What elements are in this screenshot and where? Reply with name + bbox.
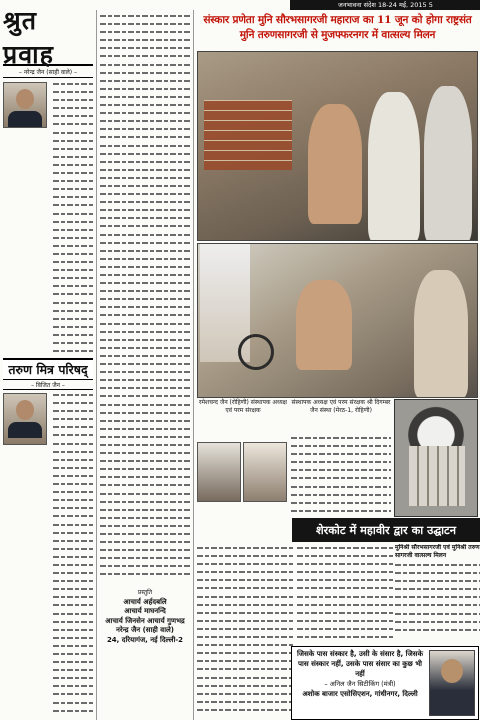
side-news — [395, 544, 480, 648]
person-shape — [368, 92, 420, 241]
news-photo-2 — [197, 243, 478, 398]
credit-line: आचार्य माघनन्दि — [124, 607, 166, 615]
credit-line: 24, दरियागंज, नई दिल्ली-2 — [106, 635, 184, 644]
suit-shape — [8, 111, 42, 127]
ad-portrait-photo — [429, 650, 475, 716]
article-text — [197, 544, 293, 720]
page-header-strip — [0, 0, 480, 10]
face-shape — [16, 400, 34, 420]
byline: – नरेन्द्र जैन (साही वाले) – — [3, 68, 93, 78]
header-blank — [0, 0, 290, 10]
article-text-block — [100, 12, 190, 582]
portrait-photo — [197, 442, 241, 502]
person-shape — [296, 280, 352, 370]
advertisement-box — [291, 646, 479, 720]
article-text-block — [50, 391, 96, 720]
section-head — [3, 358, 93, 380]
author-photo — [3, 393, 47, 445]
credit-line: प्रस्तुति — [137, 589, 153, 596]
photo-caption: संस्थापक अध्यक्ष एवं परम संरक्षक श्री दिगम्बर जैन संस्था (मेरठ-1, रोहिणी) — [291, 399, 391, 414]
face-shape — [16, 89, 34, 109]
article-text-block — [291, 434, 391, 518]
middle-column — [97, 10, 194, 720]
wheel-shape — [238, 334, 274, 370]
masthead-title: श्रुत प्रवाह — [3, 10, 54, 69]
side-news-title: मुनिश्री सौरभसागरजी एवं मुनिश्री तरुण सागरजी वात्सल्य मिलन — [395, 544, 480, 559]
headline: संस्कार प्रणेता मुनि सौरभसागरजी महाराज का 11 जून को होगा राष्ट्रसंत मुनि तरुणसागरजी से मुजफ्फरनगर में वात्सल्य मिलन — [203, 14, 472, 41]
article-text — [291, 434, 391, 515]
left-column — [0, 10, 97, 720]
ad-quote: जिसके पास संस्कार है, उसी के संसार है, जिसके पास संस्कार नहीं, उसके पास संसार का कुछ भी नहीं — [296, 649, 424, 678]
brick-stack-shape — [204, 100, 292, 170]
person-shape — [414, 270, 468, 398]
gate-shape — [409, 446, 465, 506]
article-text — [395, 561, 480, 634]
byline: – विजित जैन – — [3, 381, 93, 390]
photo-caption: रमेशचन्द जैन (रोहिणी) संस्थापक अध्यक्ष एवं परम संरक्षक — [198, 399, 287, 414]
suit-shape — [8, 422, 42, 438]
person-shape — [424, 86, 472, 241]
section-title: तरुण मित्र परिषद् — [8, 362, 88, 377]
temple-photo — [394, 399, 478, 517]
credit-block — [100, 588, 190, 645]
section-headline: शेरकोट में महावीर द्वार का उद्घाटन — [292, 518, 480, 542]
right-area — [195, 10, 480, 720]
author-photo — [3, 82, 47, 128]
ad-organization: अशोक बाजार एसोसिएशन, गांधीनगर, दिल्ली — [302, 690, 418, 698]
credit-line: आचार्य अर्हदबलि — [123, 597, 167, 606]
paper-info: जनभावना संदेश 18-24 मई, 2015 5 — [290, 0, 480, 10]
credit-line: नरेन्द्र जैन (साही वाले) — [116, 626, 174, 634]
person-shape — [308, 104, 362, 224]
credit-line: आचार्य जिनसेन आचार्य गुणभद्र — [105, 616, 185, 625]
portrait-photo — [243, 442, 287, 502]
face-shape — [441, 659, 463, 683]
news-photo-1 — [197, 51, 478, 241]
article-text-block — [50, 80, 96, 356]
masthead — [3, 10, 93, 69]
ad-name: – अनिल जैन सिटीकिंग (मंत्री) — [324, 680, 396, 688]
